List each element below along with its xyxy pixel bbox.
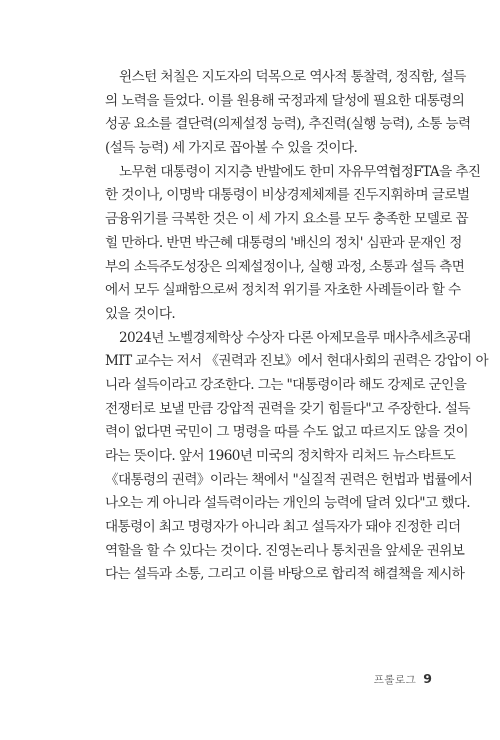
- text-line: 성공 요소를 결단력(의제설정 능력), 추진력(실행 능력), 소통 능력: [105, 116, 471, 133]
- text-line: 대통령이 최고 명령자가 아니라 최고 설득자가 돼야 진정한 리더: [105, 519, 461, 536]
- paragraph-1: [105, 66, 471, 161]
- paragraph-2: [105, 161, 481, 327]
- text-line: 윈스턴 처칠은 지도자의 덕목으로 역사적 통찰력, 정직함, 설득: [119, 69, 466, 85]
- page-footer: [374, 671, 432, 687]
- paragraph-3: [105, 327, 489, 588]
- text-line: 력이 없다면 국민이 그 명령을 따를 수도 없고 따르지도 않을 것이: [105, 424, 469, 441]
- text-line: 《대통령의 권력》이라는 책에서 "실질적 권력은 헌법과 법률에서: [105, 471, 473, 488]
- running-footer-section: 프롤로그: [373, 674, 417, 686]
- text-line: 에서 모두 실패함으로써 정치적 위기를 자초한 사례들이라 할 수: [105, 282, 461, 299]
- text-line: 다는 설득과 소통, 그리고 이를 바탕으로 합리적 해결책을 제시하: [105, 566, 465, 583]
- text-line: 전쟁터로 보낼 만큼 강압적 권력을 갖기 힘들다"고 주장한다. 설득: [105, 400, 470, 417]
- text-line: 금융위기를 극복한 것은 이 세 가지 요소를 모두 충족한 모델로 꼽: [105, 211, 469, 228]
- text-line: 한 것이나, 이명박 대통령이 비상경제체제를 진두지휘하며 글로벌: [105, 187, 470, 204]
- text-line: 의 노력을 들었다. 이를 원용해 국정과제 달성에 필요한 대통령의: [105, 92, 465, 109]
- text-line: 라는 뜻이다. 앞서 1960년 미국의 정치학자 리처드 뉴스타트도: [105, 448, 456, 464]
- text-line: 있을 것이다.: [105, 305, 176, 322]
- text-line: 힐 만하다. 반면 박근혜 대통령의 '배신의 정치' 심판과 문재인 정: [105, 234, 462, 251]
- text-line: 역할을 할 수 있다는 것이다. 진영논리나 통치권을 앞세운 권위보: [105, 542, 465, 559]
- text-line: (설득 능력) 세 가지로 꼽아볼 수 있을 것이다.: [105, 140, 358, 157]
- text-line: 2024년 노벨경제학상 수상자 다론 아제모을루 매사추세츠공대: [119, 329, 471, 346]
- text-line: 나오는 게 아니라 설득력이라는 개인의 능력에 달려 있다"고 했다.: [105, 495, 470, 512]
- text-line: 노무현 대통령이 지지층 반발에도 한미 자유무역협정FTA을 추진: [119, 163, 481, 180]
- text-line: 니라 설득이라고 강조한다. 그는 "대통령이라 해도 강제로 군인을: [105, 376, 467, 393]
- text-line: MIT 교수는 저서 《권력과 진보》에서 현대사회의 권력은 강압이 아: [105, 353, 489, 370]
- text-line: 부의 소득주도성장은 의제설정이나, 실행 과정, 소통과 설득 측면: [105, 258, 465, 275]
- body-text: [105, 66, 489, 587]
- page-number: 9: [423, 671, 432, 686]
